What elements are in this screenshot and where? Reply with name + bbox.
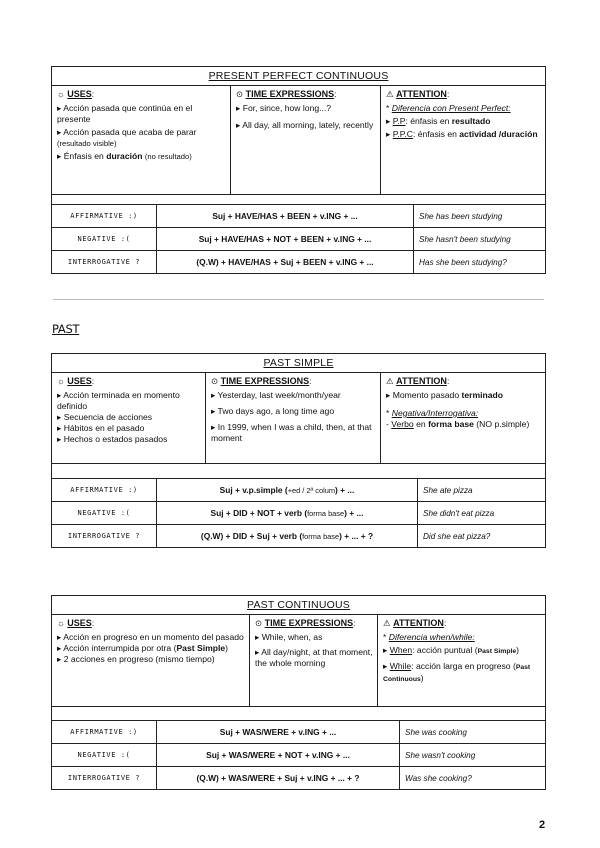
attention-subtitle: * Diferencia con Present Perfect: [386, 103, 511, 113]
time-heading: TIME EXPRESSIONS [264, 618, 354, 628]
present-perfect-continuous-table [51, 66, 546, 274]
uses-item: ▸ 2 acciones en progreso (mismo tiempo) [57, 654, 215, 664]
formula: (Q.W) + WAS/WERE + Suj + v.ING + ... + ? [156, 767, 399, 789]
clock-icon: ⊙ [211, 376, 219, 386]
formula-row [52, 205, 545, 228]
uses-column: ☼ USES: ▸ Acción en progreso en un momento del pasado ▸ Acción interrumpida por otra (Past Simple) ▸ 2 acciones en progreso (mismo tiempo) [57, 618, 244, 664]
attention-column: ⚠ ATTENTION: ▸ Momento pasado terminado * Negativa/Interrogativa: - Verbo en forma base (NO p.simple) [380, 373, 545, 463]
time-item: ▸ While, when, as [255, 632, 323, 642]
attention-column: ⚠ ATTENTION: * Diferencia when/while: ▸ When: acción puntual (Past Simple) ▸ While: acción larga en progreso (Past Continuous) [377, 615, 545, 706]
uses-item: ▸ Hábitos en el pasado [57, 423, 145, 433]
info-row [52, 373, 545, 464]
time-item: ▸ Yesterday, last week/month/year [211, 390, 341, 400]
uses-item: ▸ Acción pasada que acaba de parar [57, 127, 197, 137]
warning-icon: ⚠ [386, 376, 394, 386]
time-heading: TIME EXPRESSIONS [245, 89, 335, 99]
example: Has she been studying? [413, 251, 545, 273]
info-row [52, 615, 545, 707]
time-heading: TIME EXPRESSIONS [220, 376, 310, 386]
formula-row [52, 479, 545, 502]
spacer-row [52, 195, 545, 205]
uses-item: ▸ Hechos o estados pasados [57, 434, 168, 444]
uses-column: ☼ USES: ▸ Acción pasada que continúa en el presente ▸ Acción pasada que acaba de parar (resultado visible) ▸ Énfasis en duración (no resultado) [52, 86, 230, 194]
row-label: AFFIRMATIVE :) [70, 728, 138, 736]
uses-column: ☼ USES: ▸ Acción terminada en momento definido ▸ Secuencia de acciones ▸ Hábitos en el pasado ▸ Hechos o estados pasados [52, 373, 205, 463]
time-expressions-column: ⊙ TIME EXPRESSIONS: ▸ While, when, as ▸ All day/night, at that moment, the whole morning [249, 615, 377, 706]
formula: Suj + DID + NOT + verb ( forma base ) + ... [156, 502, 417, 524]
row-label: AFFIRMATIVE :) [70, 486, 138, 494]
row-label: INTERROGATIVE ? [67, 532, 141, 540]
time-item: ▸ In 1999, when I was a child, then, at that moment [211, 422, 372, 443]
formula-row [52, 228, 545, 251]
example: She didn't eat pizza [417, 502, 545, 524]
example: She wasn't cooking [399, 744, 545, 766]
uses-item-note: (resultado visible) [57, 139, 117, 148]
formula: (Q.W) + HAVE/HAS + Suj + BEEN + v.ING + ... [156, 251, 413, 273]
uses-heading: USES [67, 89, 92, 99]
uses-item: ▸ Énfasis en duración (no resultado) [57, 151, 192, 161]
attention-subtitle: * Negativa/Interrogativa: [386, 408, 479, 418]
formula: (Q.W) + DID + Suj + verb ( forma base ) + ... + ? [156, 525, 417, 547]
row-label: INTERROGATIVE ? [67, 258, 141, 266]
attention-item: - Verbo en forma base (NO p.simple) [386, 419, 530, 429]
formula: Suj + HAVE/HAS + BEEN + v.ING + ... [156, 205, 413, 227]
uses-item: ▸ Acción pasada que continúa en el presente [57, 103, 193, 124]
divider [53, 299, 544, 300]
info-row [52, 86, 545, 195]
uses-item: ▸ Acción interrumpida por otra (Past Simple) [57, 643, 229, 653]
uses-heading: USES [67, 618, 92, 628]
formula-row [52, 502, 545, 525]
formula-row [52, 767, 545, 789]
example: She ate pizza [417, 479, 545, 501]
row-label: NEGATIVE :( [77, 509, 131, 517]
time-item: ▸ All day, all morning, lately, recently [236, 120, 374, 130]
warning-icon: ⚠ [383, 618, 391, 628]
table-title: PRESENT PERFECT CONTINUOUS [52, 67, 545, 86]
sun-icon: ☼ [57, 618, 65, 628]
past-simple-table [51, 353, 546, 548]
spacer-row [52, 707, 545, 721]
uses-heading: USES [67, 376, 92, 386]
example: She was cooking [399, 721, 545, 743]
section-title: PAST [52, 322, 80, 336]
time-expressions-column: ⊙ TIME EXPRESSIONS: ▸ For, since, how long...? ▸ All day, all morning, lately, recently [230, 86, 380, 194]
row-label: INTERROGATIVE ? [67, 774, 141, 782]
formula-row [52, 251, 545, 273]
time-expressions-column: ⊙ TIME EXPRESSIONS: ▸ Yesterday, last week/month/year ▸ Two days ago, a long time ago ▸ In 1999, when I was a child, then, at that moment [205, 373, 380, 463]
attention-heading: ATTENTION [396, 89, 447, 99]
formula: Suj + WAS/WERE + NOT + v.ING + ... [156, 744, 399, 766]
table-title: PAST CONTINUOUS [52, 596, 545, 615]
row-label: AFFIRMATIVE :) [70, 212, 138, 220]
formula-row [52, 744, 545, 767]
formula-row [52, 721, 545, 744]
attention-heading: ATTENTION [396, 376, 447, 386]
formula-row [52, 525, 545, 547]
table-title: PAST SIMPLE [52, 354, 545, 373]
uses-item: ▸ Acción en progreso en un momento del pasado [57, 632, 244, 642]
example: Was she cooking? [399, 767, 545, 789]
spacer-row [52, 464, 545, 479]
formula: Suj + v.p.simple ( +ed / 2ª colum ) + ... [156, 479, 417, 501]
row-label: NEGATIVE :( [77, 235, 131, 243]
sun-icon: ☼ [57, 89, 65, 99]
attention-subtitle: * Diferencia when/while: [383, 632, 475, 642]
attention-item: ▸ P.P.C: énfasis en actividad /duración [386, 129, 538, 139]
time-item: ▸ Two days ago, a long time ago [211, 406, 335, 416]
example: Did she eat pizza? [417, 525, 545, 547]
attention-heading: ATTENTION [393, 618, 444, 628]
uses-item: ▸ Acción terminada en momento definido [57, 390, 180, 411]
row-label: NEGATIVE :( [77, 751, 131, 759]
clock-icon: ⊙ [255, 618, 263, 628]
page-number: 2 [539, 819, 546, 831]
uses-item: ▸ Secuencia de acciones [57, 412, 153, 422]
clock-icon: ⊙ [236, 89, 244, 99]
attention-item: ▸ While: acción larga en progreso (Past Continuous) [383, 661, 531, 683]
time-item: ▸ All day/night, at that moment, the whole morning [255, 647, 373, 668]
sun-icon: ☼ [57, 376, 65, 386]
formula: Suj + HAVE/HAS + NOT + BEEN + v.ING + ... [156, 228, 413, 250]
past-continuous-table [51, 595, 546, 790]
attention-column: ⚠ ATTENTION: * Diferencia con Present Perfect: ▸ P.P: énfasis en resultado ▸ P.P.C: énfasis en actividad /duración [380, 86, 545, 194]
example: She hasn't been studying [413, 228, 545, 250]
example: She has been studying [413, 205, 545, 227]
warning-icon: ⚠ [386, 89, 394, 99]
attention-item: ▸ When: acción puntual (Past Simple) [383, 645, 520, 655]
formula: Suj + WAS/WERE + v.ING + ... [156, 721, 399, 743]
attention-item: ▸ P.P: énfasis en resultado [386, 116, 491, 126]
time-item: ▸ For, since, how long...? [236, 103, 332, 113]
attention-item: ▸ Momento pasado terminado [386, 390, 504, 400]
